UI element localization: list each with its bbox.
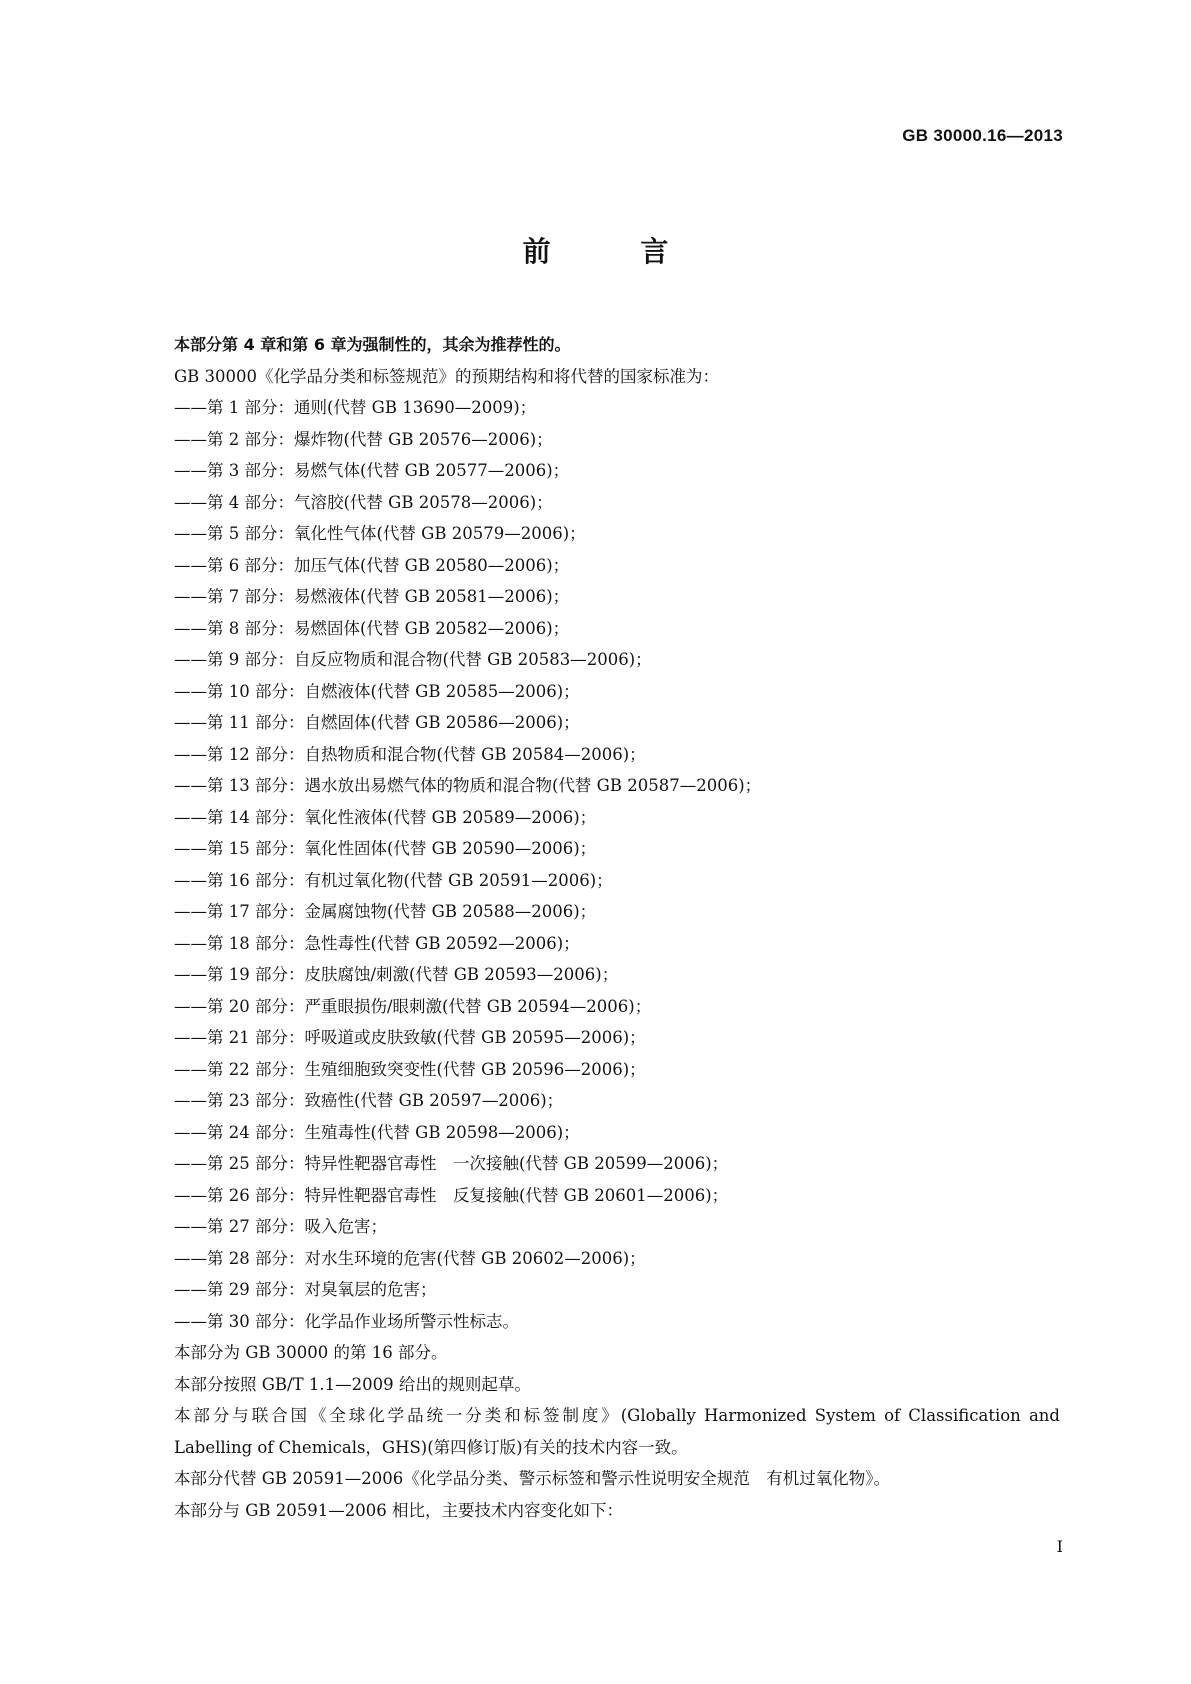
page-title: 前 言 [522,235,709,268]
part-list-item: ——第 26 部分：特异性靶器官毒性 反复接触(代替 GB 20601—2006)； [174,1185,729,1205]
part-list-item: ——第 27 部分：吸入危害； [174,1217,387,1236]
part-list-item: ——第 30 部分：化学品作业场所警示性标志。 [174,1311,519,1331]
changes-intro: 本部分与 GB 20591—2006 相比，主要技术内容变化如下： [174,1500,624,1520]
part-list-item: ——第 3 部分：易燃气体(代替 GB 20577—2006)； [174,461,570,480]
page-number: I [1056,1537,1063,1556]
part-list-item: ——第 20 部分：严重眼损伤/眼刺激(代替 GB 20594—2006)； [174,996,652,1016]
part-list-item: ——第 13 部分：遇水放出易燃气体的物质和混合物(代替 GB 20587—2006)； [174,776,762,795]
part-list-item: ——第 17 部分：金属腐蚀物(代替 GB 20588—2006)； [174,902,597,921]
part-list-item: ——第 10 部分：自燃液体(代替 GB 20585—2006)； [174,681,580,701]
ghs-consistency-note: 本部分与联合国《全球化学品统一分类和标签制度》(Globally Harmonized System of Classification and Labelling of Chemicals，GHS)(第四修订版)有关的技术内容一致。 [174,1406,1060,1457]
part-list-item: ——第 14 部分：氧化性液体(代替 GB 20589—2006)； [174,807,597,827]
part-list-item: ——第 22 部分：生殖细胞致突变性(代替 GB 20596—2006)； [174,1059,646,1079]
part-list-item: ——第 12 部分：自热物质和混合物(代替 GB 20584—2006)； [174,744,646,764]
part-list-item: ——第 15 部分：氧化性固体(代替 GB 20590—2006)； [174,839,597,858]
part-list-item: ——第 6 部分：加压气体(代替 GB 20580—2006)； [174,555,570,575]
part-list-item: ——第 23 部分：致癌性(代替 GB 20597—2006)； [174,1091,564,1110]
part-list-item: ——第 28 部分：对水生环境的危害(代替 GB 20602—2006)； [174,1248,646,1268]
part-list-item: ——第 24 部分：生殖毒性(代替 GB 20598—2006)； [174,1122,580,1142]
part-list-item: ——第 4 部分：气溶胶(代替 GB 20578—2006)； [174,492,553,512]
part-list-item: ——第 9 部分：自反应物质和混合物(代替 GB 20583—2006)； [174,650,652,669]
part-list-item: ——第 2 部分：爆炸物(代替 GB 20576—2006)； [174,429,553,449]
part-list-item: ——第 21 部分：呼吸道或皮肤致敏(代替 GB 20595—2006)； [174,1028,646,1047]
foreword-body [134,329,1060,1526]
replaces-note: 本部分代替 GB 20591—2006《化学品分类、警示标签和警示性说明安全规范 有机过氧化物》。 [174,1469,891,1488]
part-of-note: 本部分为 GB 30000 的第 16 部分。 [174,1343,448,1362]
part-list-item: ——第 1 部分：通则(代替 GB 13690—2009)； [174,398,537,417]
mandatory-note: 本部分第 4 章和第 6 章为强制性的，其余为推荐性的。 [174,335,571,354]
drafting-rules-note: 本部分按照 GB/T 1.1—2009 给出的规则起草。 [174,1374,531,1394]
part-list-item: ——第 16 部分：有机过氧化物(代替 GB 20591—2006)； [174,870,613,890]
part-list-item: ——第 11 部分：自燃固体(代替 GB 20586—2006)； [174,713,580,732]
part-list-item: ——第 7 部分：易燃液体(代替 GB 20581—2006)； [174,587,570,606]
part-list-item: ——第 25 部分：特异性靶器官毒性 一次接触(代替 GB 20599—2006)； [174,1154,729,1173]
part-list-item: ——第 29 部分：对臭氧层的危害； [174,1280,437,1299]
part-list-item: ——第 5 部分：氧化性气体(代替 GB 20579—2006)； [174,524,586,543]
standard-code: GB 30000.16—2013 [902,126,1063,145]
part-list-item: ——第 18 部分：急性毒性(代替 GB 20592—2006)； [174,933,580,953]
part-list-item: ——第 19 部分：皮肤腐蚀/刺激(代替 GB 20593—2006)； [174,965,619,984]
parts-list [134,392,1060,1337]
part-list-item: ——第 8 部分：易燃固体(代替 GB 20582—2006)； [174,618,570,638]
structure-note: GB 30000《化学品分类和标签规范》的预期结构和将代替的国家标准为： [174,366,720,386]
